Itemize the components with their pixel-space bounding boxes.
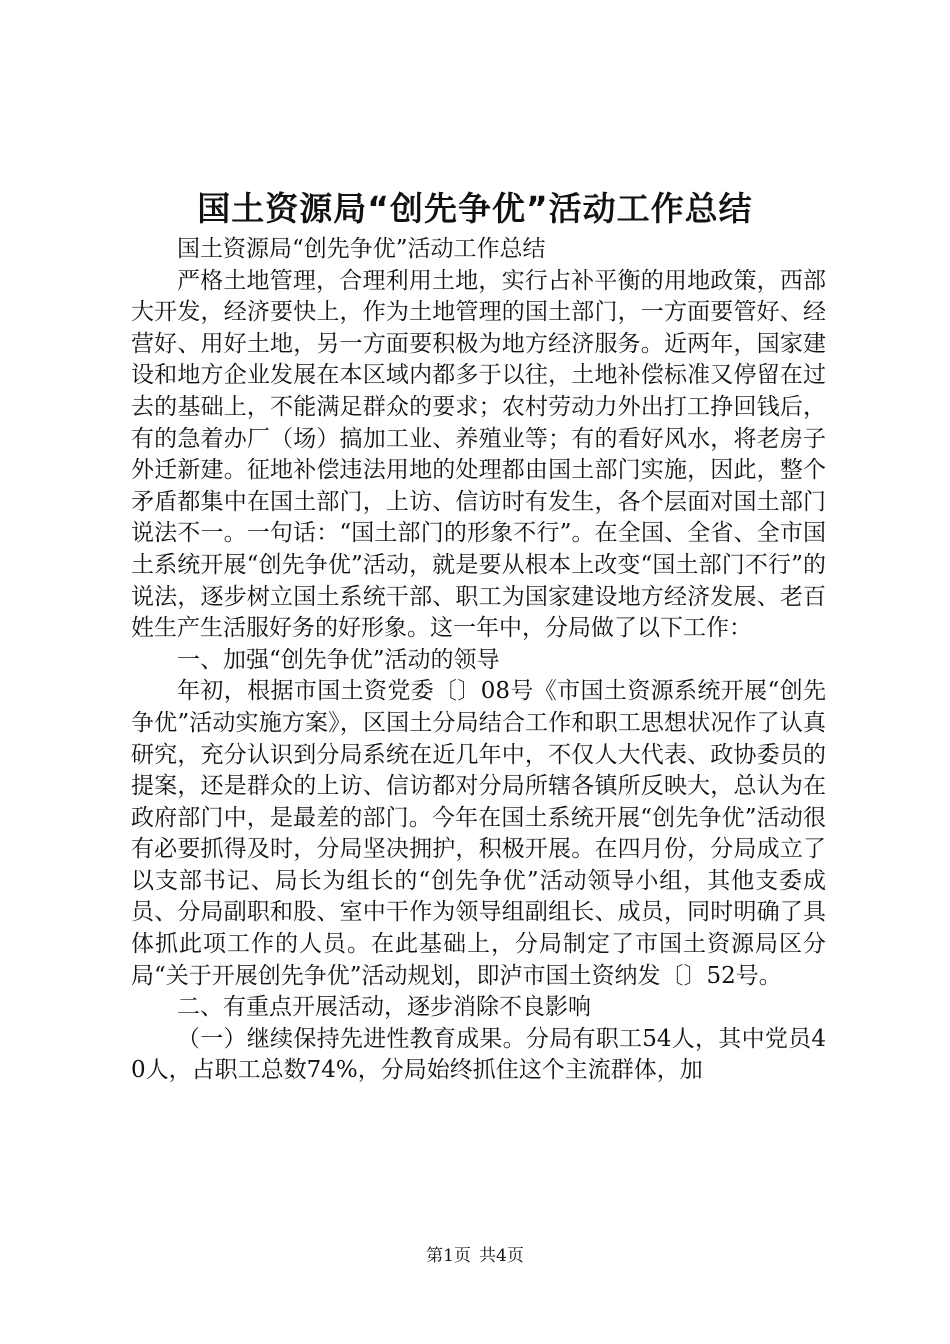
section-heading-1: 一、加强“创先争优”活动的领导	[177, 646, 500, 673]
document-body	[131, 234, 826, 1087]
paragraph-subtitle: 国土资源局“创先争优”活动工作总结	[177, 236, 546, 262]
section-heading-2: 二、有重点开展活动，逐步消除不良影响	[177, 994, 591, 1021]
paragraph-intro: 严格土地管理，合理利用土地，实行占补平衡的用地政策，西部大开发，经济要快上，作为土地管理的国土部门，一方面要管好、经营好、用好土地，另一方面要积极为地方经济服务。近两年，国家建设和地方企业发展在本区域内都多于以往，土地补偿标准又停留在过去的基础上，不能满足群众的要求；农村劳动力外出打工挣回钱后，有的急着办厂（场）搞加工业、养殖业等；有的看好风水，将老房子外迁新建。征地补偿违法用地的处理都由国土部门实施，因此，整个矛盾都集中在国土部门，上访、信访时有发生，各个层面对国土部门说法不一。一句话：“国土部门的形象不行”。在全国、全省、全市国土系统开展“创先争优”活动，就是要从根本上改变“国土部门不行”的说法，逐步树立国土系统干部、职工为国家建设地方经济发展、老百姓生产生活服好务的好形象。这一年中，分局做了以下工作：	[131, 267, 826, 642]
document-title: 国土资源局“创先争优”活动工作总结	[197, 189, 753, 228]
paragraph-section-2-1: （一）继续保持先进性教育成果。分局有职工54人，其中党员40人，占职工总数74%，分局始终抓住这个主流群体，加	[131, 1025, 826, 1084]
page-number: 第1页	[426, 1246, 471, 1266]
paragraph-section-1: 年初，根据市国土资党委〔〕08号《市国土资源系统开展“创先争优”活动实施方案》，区国土分局结合工作和职工思想状况作了认真研究，充分认识到分局系统在近几年中，不仅人大代表、政协委员的提案，还是群众的上访、信访都对分局所辖各镇所反映大，总认为在政府部门中，是最差的部门。今年在国土系统开展“创先争优”活动很有必要抓得及时，分局坚决拥护，积极开展。在四月份，分局成立了以支部书记、局长为组长的“创先争优”活动领导小组，其他支委成员、分局副职和股、室中干作为领导组副组长、成员，同时明确了具体抓此项工作的人员。在此基础上，分局制定了市国土资源局区分局“关于开展创先争优”活动规划，即泸市国土资纳发〔〕52号。	[131, 678, 826, 989]
page-total: 共4页	[479, 1246, 524, 1266]
page-footer	[0, 1244, 950, 1268]
